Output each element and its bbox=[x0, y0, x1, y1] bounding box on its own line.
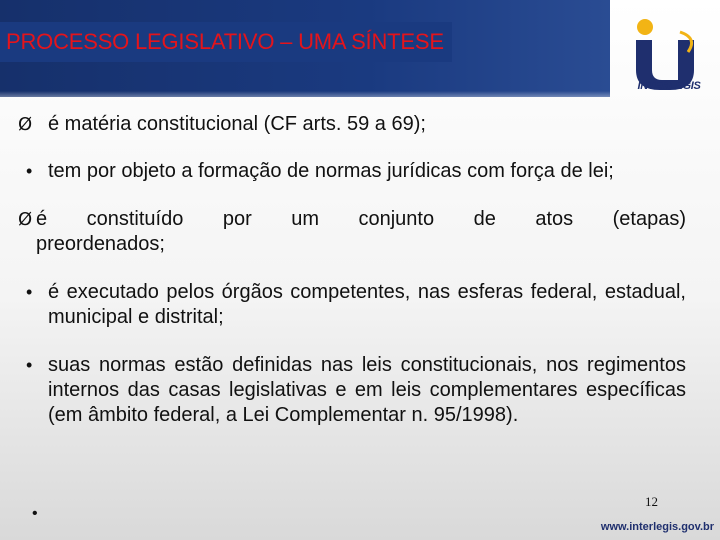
list-item-text: suas normas estão definidas nas leis constitucionais, nos regimentos internos das casas legislativas e em leis complementares específicas (em âmbito federal, a Lei Complementar n. 95/1998). bbox=[48, 354, 686, 426]
bullet-icon: • bbox=[32, 505, 38, 522]
bullet-icon: • bbox=[26, 161, 33, 181]
logo-wordmark: INTERLEGIS bbox=[637, 80, 701, 92]
bullet-icon: • bbox=[26, 282, 33, 302]
list-item-text: é constituído por um conjunto de atos (etapas) preordenados; bbox=[36, 208, 686, 255]
bullet-icon: • bbox=[26, 355, 33, 375]
page-number: 12 bbox=[645, 494, 658, 509]
list-item-text: é executado pelos órgãos competentes, nas esferas federal, estadual, municipal e distrital; bbox=[48, 281, 686, 328]
list-item bbox=[18, 112, 686, 137]
list-item bbox=[18, 353, 686, 428]
list-item-text: é matéria constitucional (CF arts. 59 a 69); bbox=[48, 113, 426, 135]
list-item-text: tem por objeto a formação de normas jurídicas com força de lei; bbox=[48, 160, 614, 182]
page-title: PROCESSO LEGISLATIVO – UMA SÍNTESE bbox=[6, 29, 444, 54]
title-bar bbox=[0, 22, 452, 62]
list-item bbox=[18, 207, 686, 257]
list-item bbox=[18, 280, 686, 330]
slide-content bbox=[18, 112, 686, 428]
arrow-bullet-icon: Ø bbox=[18, 114, 33, 135]
list-item bbox=[18, 159, 686, 184]
arrow-bullet-icon: Ø bbox=[18, 209, 33, 230]
footer-url: www.interlegis.gov.br bbox=[600, 521, 714, 533]
